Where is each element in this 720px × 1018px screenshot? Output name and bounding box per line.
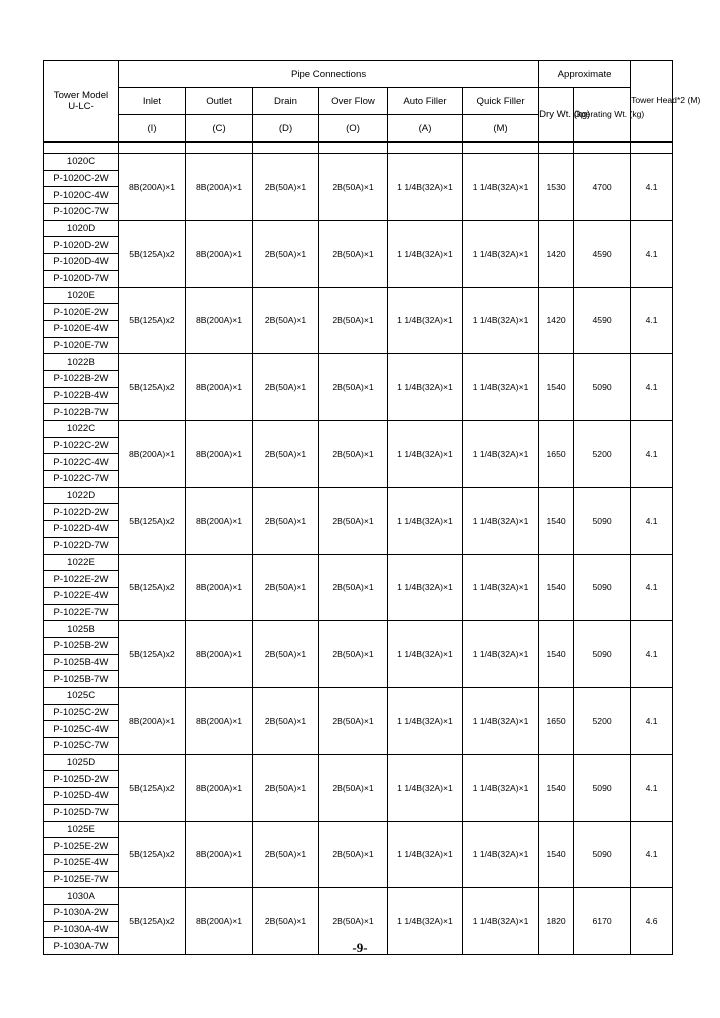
table-body	[44, 142, 673, 955]
table-row	[44, 754, 673, 771]
dry-weight-cell: 1650	[539, 421, 574, 488]
drain-cell: 2B(50A)×1	[253, 754, 319, 821]
dry-weight-cell: 1530	[539, 154, 574, 221]
tower-model-cell: P-1025D-2W	[44, 771, 119, 788]
tower-model-cell: P-1020E-7W	[44, 337, 119, 354]
tower-head-cell: 4.1	[631, 154, 673, 221]
tower-model-cell: 1020D	[44, 220, 119, 237]
outlet-cell: 8B(200A)×1	[186, 354, 253, 421]
tower-model-cell: 1025C	[44, 688, 119, 705]
over-flow-cell: 2B(50A)×1	[319, 888, 388, 955]
tower-model-cell: 1025D	[44, 754, 119, 771]
outlet-cell: 8B(200A)×1	[186, 688, 253, 755]
over-flow-cell: 2B(50A)×1	[319, 621, 388, 688]
operating-weight-cell: 4590	[574, 287, 631, 354]
auto-filler-cell: 1 1/4B(32A)×1	[388, 220, 463, 287]
auto-filler-cell: 1 1/4B(32A)×1	[388, 421, 463, 488]
dry-weight-cell: 1420	[539, 220, 574, 287]
tower-model-cell: P-1025E-2W	[44, 838, 119, 855]
drain-header: Drain	[253, 88, 319, 115]
tower-model-cell: P-1025C-7W	[44, 738, 119, 755]
tower-head-cell: 4.1	[631, 220, 673, 287]
tower-model-cell: P-1030A-7W	[44, 938, 119, 955]
tower-model-cell: P-1025D-7W	[44, 804, 119, 821]
auto-filler-cell: 1 1/4B(32A)×1	[388, 888, 463, 955]
tower-model-cell: P-1020E-2W	[44, 304, 119, 321]
over-flow-code: (O)	[319, 115, 388, 143]
tower-model-cell: P-1025E-7W	[44, 871, 119, 888]
tower-head-cell: 4.1	[631, 754, 673, 821]
tower-model-cell: P-1022C-4W	[44, 454, 119, 471]
outlet-cell: 8B(200A)×1	[186, 287, 253, 354]
operating-weight-cell: 5200	[574, 688, 631, 755]
operating-weight-cell: 5090	[574, 621, 631, 688]
tower-model-cell: P-1025E-4W	[44, 854, 119, 871]
dry-weight-cell: 1540	[539, 754, 574, 821]
tower-model-cell: P-1022D-2W	[44, 504, 119, 521]
auto-filler-header: Auto Filler	[388, 88, 463, 115]
auto-filler-cell: 1 1/4B(32A)×1	[388, 688, 463, 755]
outlet-cell: 8B(200A)×1	[186, 421, 253, 488]
tower-model-cell: P-1025B-4W	[44, 654, 119, 671]
tower-model-cell: P-1020D-2W	[44, 237, 119, 254]
outlet-cell: 8B(200A)×1	[186, 154, 253, 221]
tower-model-title: Tower Model	[53, 90, 109, 101]
tower-model-cell: P-1022D-7W	[44, 537, 119, 554]
drain-cell: 2B(50A)×1	[253, 220, 319, 287]
tower-model-cell: P-1020C-2W	[44, 170, 119, 187]
over-flow-cell: 2B(50A)×1	[319, 154, 388, 221]
dry-weight-cell: 1540	[539, 487, 574, 554]
table-row	[44, 287, 673, 304]
tower-model-cell: 1022B	[44, 354, 119, 371]
tower-model-cell: 1022E	[44, 554, 119, 571]
inlet-cell: 5B(125A)x2	[119, 821, 186, 888]
inlet-cell: 5B(125A)x2	[119, 354, 186, 421]
outlet-header: Outlet	[186, 88, 253, 115]
quick-filler-cell: 1 1/4B(32A)×1	[463, 621, 539, 688]
tower-head-header: Tower Head*2 (M)	[631, 61, 673, 143]
tower-model-cell: 1025B	[44, 621, 119, 638]
tower-model-cell: 1025E	[44, 821, 119, 838]
inlet-cell: 8B(200A)×1	[119, 688, 186, 755]
operating-weight-cell: 5090	[574, 554, 631, 621]
drain-cell: 2B(50A)×1	[253, 554, 319, 621]
quick-filler-cell: 1 1/4B(32A)×1	[463, 220, 539, 287]
table-row	[44, 154, 673, 171]
inlet-header: Inlet	[119, 88, 186, 115]
tower-model-cell: P-1022B-7W	[44, 404, 119, 421]
tower-model-cell: P-1030A-4W	[44, 921, 119, 938]
tower-model-cell: P-1020D-7W	[44, 270, 119, 287]
drain-cell: 2B(50A)×1	[253, 888, 319, 955]
quick-filler-cell: 1 1/4B(32A)×1	[463, 287, 539, 354]
inlet-cell: 8B(200A)×1	[119, 421, 186, 488]
tower-head-cell: 4.1	[631, 287, 673, 354]
tower-model-cell: 1030A	[44, 888, 119, 905]
tower-model-cell: P-1020C-7W	[44, 204, 119, 221]
operating-weight-cell: 5090	[574, 487, 631, 554]
inlet-cell: 5B(125A)x2	[119, 487, 186, 554]
dry-weight-cell: 1540	[539, 354, 574, 421]
table-row	[44, 220, 673, 237]
dry-weight-cell: 1820	[539, 888, 574, 955]
tower-head-cell: 4.1	[631, 554, 673, 621]
tower-model-cell: P-1025C-2W	[44, 704, 119, 721]
tower-model-cell: P-1022B-2W	[44, 370, 119, 387]
table-row	[44, 688, 673, 705]
tower-model-cell: P-1025B-2W	[44, 637, 119, 654]
drain-cell: 2B(50A)×1	[253, 421, 319, 488]
dry-weight-cell: 1650	[539, 688, 574, 755]
approximate-header: Approximate	[539, 61, 631, 88]
drain-cell: 2B(50A)×1	[253, 287, 319, 354]
over-flow-cell: 2B(50A)×1	[319, 287, 388, 354]
tower-model-cell: P-1030A-2W	[44, 904, 119, 921]
tower-head-cell: 4.1	[631, 688, 673, 755]
auto-filler-cell: 1 1/4B(32A)×1	[388, 154, 463, 221]
over-flow-header: Over Flow	[319, 88, 388, 115]
tower-model-cell: P-1025D-4W	[44, 788, 119, 805]
dry-weight-cell: 1540	[539, 821, 574, 888]
outlet-cell: 8B(200A)×1	[186, 888, 253, 955]
tower-head-cell: 4.1	[631, 487, 673, 554]
over-flow-cell: 2B(50A)×1	[319, 220, 388, 287]
tower-model-cell: P-1025C-4W	[44, 721, 119, 738]
quick-filler-cell: 1 1/4B(32A)×1	[463, 754, 539, 821]
table-row	[44, 421, 673, 438]
over-flow-cell: 2B(50A)×1	[319, 688, 388, 755]
outlet-code: (C)	[186, 115, 253, 143]
tower-model-cell: P-1022E-2W	[44, 571, 119, 588]
auto-filler-cell: 1 1/4B(32A)×1	[388, 287, 463, 354]
dry-weight-header: Dry Wt. (kg)	[539, 88, 574, 143]
tower-head-cell: 4.1	[631, 821, 673, 888]
outlet-cell: 8B(200A)×1	[186, 554, 253, 621]
operating-weight-cell: 5090	[574, 821, 631, 888]
tower-model-cell: P-1020D-4W	[44, 254, 119, 271]
drain-cell: 2B(50A)×1	[253, 821, 319, 888]
outlet-cell: 8B(200A)×1	[186, 487, 253, 554]
table-row	[44, 621, 673, 638]
tower-model-cell: P-1022B-4W	[44, 387, 119, 404]
tower-model-cell: 1020E	[44, 287, 119, 304]
tower-model-header	[44, 61, 119, 143]
tower-model-cell: P-1025B-7W	[44, 671, 119, 688]
tower-model-cell: P-1022D-4W	[44, 521, 119, 538]
tower-model-cell: 1022C	[44, 421, 119, 438]
inlet-cell: 5B(125A)x2	[119, 888, 186, 955]
drain-cell: 2B(50A)×1	[253, 487, 319, 554]
tower-head-cell: 4.6	[631, 888, 673, 955]
inlet-cell: 8B(200A)×1	[119, 154, 186, 221]
tower-head-cell: 4.1	[631, 621, 673, 688]
over-flow-cell: 2B(50A)×1	[319, 554, 388, 621]
operating-weight-header: Operating Wt. (kg)	[574, 88, 631, 143]
outlet-cell: 8B(200A)×1	[186, 621, 253, 688]
auto-filler-cell: 1 1/4B(32A)×1	[388, 621, 463, 688]
auto-filler-cell: 1 1/4B(32A)×1	[388, 487, 463, 554]
quick-filler-header: Quick Filler	[463, 88, 539, 115]
header-spacer-row	[44, 142, 673, 154]
drain-cell: 2B(50A)×1	[253, 621, 319, 688]
table-row	[44, 487, 673, 504]
quick-filler-cell: 1 1/4B(32A)×1	[463, 888, 539, 955]
over-flow-cell: 2B(50A)×1	[319, 421, 388, 488]
drain-cell: 2B(50A)×1	[253, 354, 319, 421]
operating-weight-cell: 6170	[574, 888, 631, 955]
quick-filler-code: (M)	[463, 115, 539, 143]
quick-filler-cell: 1 1/4B(32A)×1	[463, 487, 539, 554]
operating-weight-cell: 5090	[574, 754, 631, 821]
table-row	[44, 821, 673, 838]
over-flow-cell: 2B(50A)×1	[319, 821, 388, 888]
tower-model-prefix: U-LC-	[68, 101, 94, 112]
tower-model-cell: P-1022C-7W	[44, 471, 119, 488]
drain-cell: 2B(50A)×1	[253, 688, 319, 755]
table-row	[44, 554, 673, 571]
tower-model-cell: P-1022C-2W	[44, 437, 119, 454]
drain-cell: 2B(50A)×1	[253, 154, 319, 221]
auto-filler-cell: 1 1/4B(32A)×1	[388, 821, 463, 888]
specification-table	[43, 60, 701, 955]
tower-model-cell: P-1020C-4W	[44, 187, 119, 204]
outlet-cell: 8B(200A)×1	[186, 821, 253, 888]
operating-weight-cell: 5200	[574, 421, 631, 488]
table-header	[44, 61, 701, 143]
auto-filler-cell: 1 1/4B(32A)×1	[388, 354, 463, 421]
operating-weight-cell: 4700	[574, 154, 631, 221]
quick-filler-cell: 1 1/4B(32A)×1	[463, 421, 539, 488]
quick-filler-cell: 1 1/4B(32A)×1	[463, 154, 539, 221]
pipe-connections-header: Pipe Connections	[119, 61, 539, 88]
dry-weight-cell: 1420	[539, 287, 574, 354]
inlet-cell: 5B(125A)x2	[119, 287, 186, 354]
tower-model-cell: P-1022E-4W	[44, 587, 119, 604]
inlet-code: (I)	[119, 115, 186, 143]
tower-head-cell: 4.1	[631, 421, 673, 488]
dry-weight-cell: 1540	[539, 621, 574, 688]
inlet-cell: 5B(125A)x2	[119, 220, 186, 287]
quick-filler-cell: 1 1/4B(32A)×1	[463, 821, 539, 888]
auto-filler-cell: 1 1/4B(32A)×1	[388, 554, 463, 621]
quick-filler-cell: 1 1/4B(32A)×1	[463, 354, 539, 421]
table-row	[44, 354, 673, 371]
drain-code: (D)	[253, 115, 319, 143]
outlet-cell: 8B(200A)×1	[186, 754, 253, 821]
dry-weight-cell: 1540	[539, 554, 574, 621]
operating-weight-cell: 4590	[574, 220, 631, 287]
tower-model-cell: 1020C	[44, 154, 119, 171]
over-flow-cell: 2B(50A)×1	[319, 487, 388, 554]
tower-model-cell: 1022D	[44, 487, 119, 504]
quick-filler-cell: 1 1/4B(32A)×1	[463, 688, 539, 755]
inlet-cell: 5B(125A)x2	[119, 754, 186, 821]
auto-filler-code: (A)	[388, 115, 463, 143]
over-flow-cell: 2B(50A)×1	[319, 354, 388, 421]
inlet-cell: 5B(125A)x2	[119, 554, 186, 621]
quick-filler-cell: 1 1/4B(32A)×1	[463, 554, 539, 621]
tower-model-cell: P-1020E-4W	[44, 320, 119, 337]
table-row	[44, 888, 673, 905]
over-flow-cell: 2B(50A)×1	[319, 754, 388, 821]
outlet-cell: 8B(200A)×1	[186, 220, 253, 287]
tower-model-cell: P-1022E-7W	[44, 604, 119, 621]
tower-head-cell: 4.1	[631, 354, 673, 421]
operating-weight-cell: 5090	[574, 354, 631, 421]
auto-filler-cell: 1 1/4B(32A)×1	[388, 754, 463, 821]
inlet-cell: 5B(125A)x2	[119, 621, 186, 688]
page-number: -9-	[352, 940, 368, 955]
